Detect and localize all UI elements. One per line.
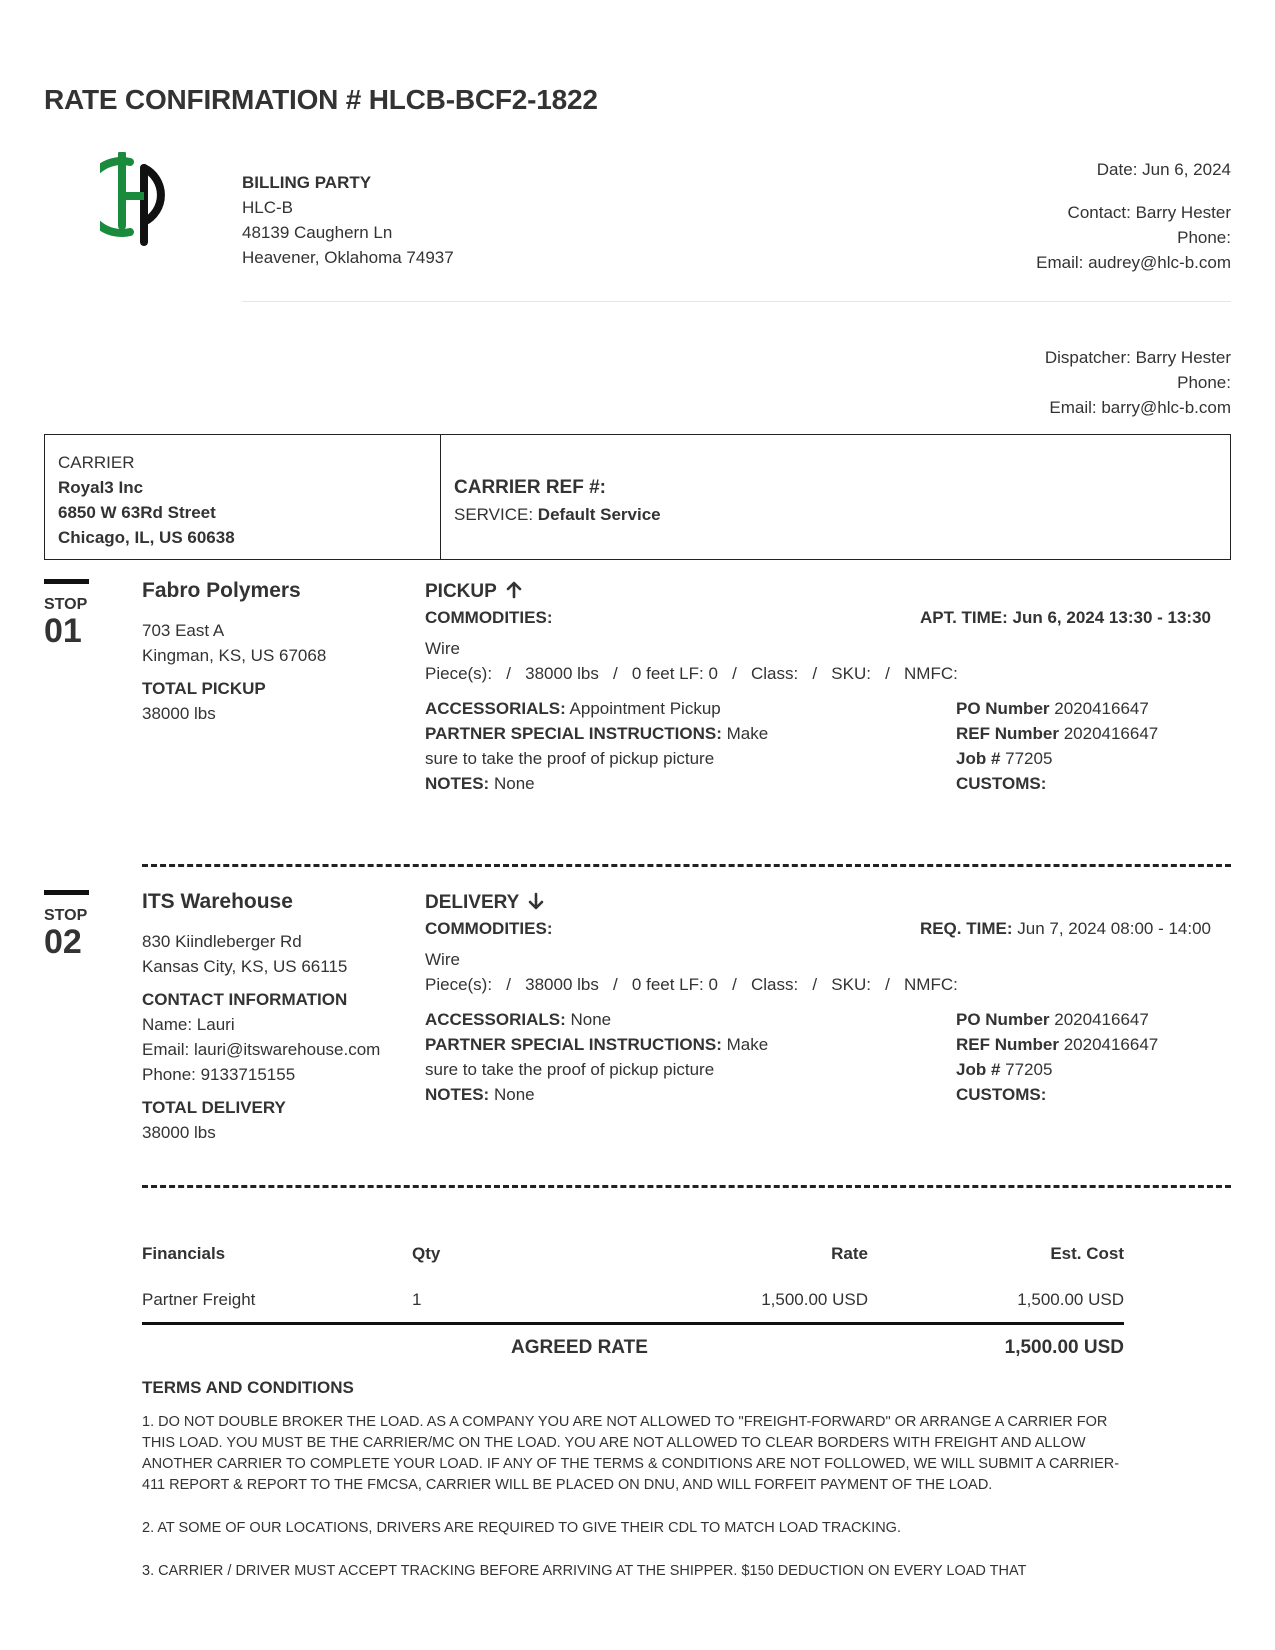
stop-2-location — [142, 890, 380, 1145]
job-value: 77205 — [1005, 749, 1053, 768]
time-label: APT. TIME: — [919, 608, 1008, 627]
billing-party — [242, 170, 454, 270]
commodity-name: Wire — [425, 950, 460, 969]
contact-email: Email: audrey@hlc-b.com — [1036, 253, 1231, 272]
carrier-info — [45, 435, 441, 559]
job-label: Job # — [956, 1060, 1001, 1079]
stop-notes — [425, 1007, 785, 1107]
contact-block — [1036, 157, 1231, 275]
stop-divider — [142, 1185, 1231, 1188]
stop-1-details — [425, 581, 1211, 796]
notes-label: NOTES: — [425, 774, 490, 793]
time-label: REQ. TIME: — [919, 919, 1013, 938]
total-label: TOTAL PICKUP — [142, 679, 266, 698]
dispatcher-name: Dispatcher: Barry Hester — [1044, 348, 1231, 367]
col-rate: Rate — [831, 1244, 868, 1263]
instructions-continued: sure to take the proof of pickup picture — [425, 1060, 715, 1079]
billing-heading: BILLING PARTY — [242, 173, 372, 192]
stop-1-location — [142, 579, 326, 726]
terms-section — [142, 1377, 1132, 1604]
stop-marker-1 — [44, 579, 89, 648]
carrier-address-line1: 6850 W 63Rd Street — [58, 503, 216, 522]
po-value: 2020416647 — [1054, 699, 1149, 718]
financials-table — [142, 1240, 1124, 1320]
instructions-label: PARTNER SPECIAL INSTRUCTIONS: — [425, 1035, 722, 1054]
stop-address-line1: 703 East A — [142, 621, 225, 640]
table-row — [142, 1278, 1124, 1320]
accessorials-label: ACCESSORIALS: — [425, 1010, 566, 1029]
carrier-ref — [454, 474, 661, 528]
financials-header-row — [142, 1240, 1124, 1278]
dispatcher-block — [1045, 345, 1231, 420]
contact-phone: Phone: — [1177, 228, 1231, 247]
carrier-box — [44, 434, 1231, 560]
accessorials-value: None — [570, 1010, 612, 1029]
billing-address-line1: 48139 Caughern Ln — [242, 223, 393, 242]
commodity-name: Wire — [425, 639, 460, 658]
carrier-name: Royal3 Inc — [58, 478, 144, 497]
terms-heading: TERMS AND CONDITIONS — [142, 1378, 354, 1397]
po-label: PO Number — [956, 699, 1050, 718]
agreed-rate-value: 1,500.00 USD — [1004, 1337, 1124, 1358]
instructions-value: Make — [726, 1035, 769, 1054]
stop-contact-name: Name: Lauri — [142, 1015, 235, 1034]
instructions-label: PARTNER SPECIAL INSTRUCTIONS: — [425, 724, 722, 743]
terms-item: 1. DO NOT DOUBLE BROKER THE LOAD. AS A COMPANY YOU ARE NOT ALLOWED TO "FREIGHT-FORWARD" OR ARRANGE A CARRIER FOR THIS LOAD. YOU MUST BE THE CARRIER/MC ON THE LOAD. YOU ARE NOT ALLOWED TO CLEAR BORDERS WITH FREIGHT AND ALLOW ANOTHER CARRIER TO COMPLETE YOUR LOAD. IF ANY OF THE TERMS & CONDITIONS ARE NOT FOLLOWED, WE WILL SUBMIT A CARRIER-411 REPORT & REPORT TO THE FMCSA, CARRIER WILL BE PLACED ON DNU, AND WILL FORFEIT PAYMENT OF THE LOAD. — [142, 1414, 1120, 1493]
page-title: RATE CONFIRMATION # HLCB-BCF2-1822 — [44, 84, 598, 115]
document-date: Date: Jun 6, 2024 — [1096, 160, 1231, 179]
commodities-label: COMMODITIES: — [425, 608, 553, 627]
stop-name: ITS Warehouse — [142, 890, 293, 913]
header-divider — [242, 301, 1231, 302]
contact-heading: CONTACT INFORMATION — [142, 990, 348, 1009]
instructions-continued: sure to take the proof of pickup picture — [425, 749, 715, 768]
stop-notes — [425, 696, 785, 796]
commodities-label: COMMODITIES: — [425, 919, 553, 938]
time-value: Jun 6, 2024 13:30 - 13:30 — [1012, 608, 1211, 627]
stop-number: 01 — [44, 612, 82, 650]
stop-contact-phone: Phone: 9133715155 — [142, 1065, 296, 1084]
stop-references — [956, 696, 1158, 796]
stop-contact-email: Email: lauri@itswarehouse.com — [142, 1040, 381, 1059]
stop-number: 02 — [44, 923, 82, 961]
ref-value: 2020416647 — [1063, 724, 1159, 743]
total-value: 38000 lbs — [142, 704, 216, 723]
row-cost: 1,500.00 USD — [1017, 1290, 1124, 1309]
ref-label: REF Number — [956, 724, 1059, 743]
col-financials: Financials — [142, 1244, 226, 1263]
col-qty: Qty — [412, 1244, 441, 1263]
dispatcher-phone: Phone: — [1177, 373, 1231, 392]
agreed-rate-row — [142, 1322, 1124, 1358]
po-value: 2020416647 — [1054, 1010, 1149, 1029]
stop-2-details — [425, 892, 1211, 1107]
stop-label: STOP — [44, 907, 88, 924]
job-value: 77205 — [1005, 1060, 1053, 1079]
job-label: Job # — [956, 749, 1001, 768]
carrier-label: CARRIER — [58, 453, 135, 472]
carrier-address-line2: Chicago, IL, US 60638 — [58, 528, 235, 547]
stop-bar — [44, 890, 89, 895]
req-time — [920, 916, 1211, 941]
stop-type-label: PICKUP — [425, 581, 497, 602]
stop-name: Fabro Polymers — [142, 579, 301, 602]
service-line — [454, 501, 661, 528]
stop-bar — [44, 579, 89, 584]
stop-type-label: DELIVERY — [425, 892, 519, 913]
stop-marker-2 — [44, 890, 89, 959]
apt-time — [920, 605, 1211, 630]
dispatcher-email: Email: barry@hlc-b.com — [1049, 398, 1231, 417]
carrier-ref-label: CARRIER REF #: — [454, 477, 607, 498]
billing-name: HLC-B — [242, 198, 294, 217]
service-value: Default Service — [537, 505, 661, 524]
row-qty: 1 — [412, 1290, 422, 1309]
total-value: 38000 lbs — [142, 1123, 216, 1142]
agreed-rate-label: AGREED RATE — [511, 1337, 648, 1358]
pieces-line: Piece(s): / 38000 lbs / 0 feet LF: 0 / Class: / SKU: / NMFC: — [425, 664, 958, 683]
po-label: PO Number — [956, 1010, 1050, 1029]
customs-label: CUSTOMS: — [956, 1085, 1047, 1104]
ref-label: REF Number — [956, 1035, 1059, 1054]
stop-type — [425, 892, 1211, 914]
stop-divider — [142, 864, 1231, 867]
notes-label: NOTES: — [425, 1085, 490, 1104]
time-value: Jun 7, 2024 08:00 - 14:00 — [1017, 919, 1211, 938]
row-rate: 1,500.00 USD — [761, 1290, 868, 1309]
stop-references — [956, 1007, 1158, 1107]
customs-label: CUSTOMS: — [956, 774, 1047, 793]
service-label: SERVICE: — [454, 505, 534, 524]
hlc-logo-icon — [100, 152, 180, 248]
pieces-line: Piece(s): / 38000 lbs / 0 feet LF: 0 / Class: / SKU: / NMFC: — [425, 975, 958, 994]
stop-address-line1: 830 Kiindleberger Rd — [142, 932, 302, 951]
total-label: TOTAL DELIVERY — [142, 1098, 286, 1117]
company-logo — [100, 152, 180, 248]
notes-value: None — [493, 774, 535, 793]
arrow-down-icon — [527, 892, 545, 910]
notes-value: None — [493, 1085, 535, 1104]
billing-address-line2: Heavener, Oklahoma 74937 — [242, 248, 454, 267]
stop-label: STOP — [44, 596, 88, 613]
stop-type — [425, 581, 1211, 603]
stop-address-line2: Kingman, KS, US 67068 — [142, 646, 327, 665]
terms-item: 2. AT SOME OF OUR LOCATIONS, DRIVERS ARE REQUIRED TO GIVE THEIR CDL TO MATCH LOAD TRACKING. — [142, 1520, 901, 1536]
arrow-up-icon — [505, 581, 523, 599]
row-description: Partner Freight — [142, 1290, 256, 1309]
accessorials-value: Appointment Pickup — [569, 699, 721, 718]
terms-item: 3. CARRIER / DRIVER MUST ACCEPT TRACKING BEFORE ARRIVING AT THE SHIPPER. $150 DEDUCTION ON EVERY LOAD THAT — [142, 1563, 1027, 1579]
instructions-value: Make — [726, 724, 769, 743]
accessorials-label: ACCESSORIALS: — [425, 699, 566, 718]
col-est-cost: Est. Cost — [1050, 1244, 1124, 1263]
ref-value: 2020416647 — [1063, 1035, 1159, 1054]
stop-address-line2: Kansas City, KS, US 66115 — [142, 957, 348, 976]
contact-name: Contact: Barry Hester — [1067, 203, 1231, 222]
